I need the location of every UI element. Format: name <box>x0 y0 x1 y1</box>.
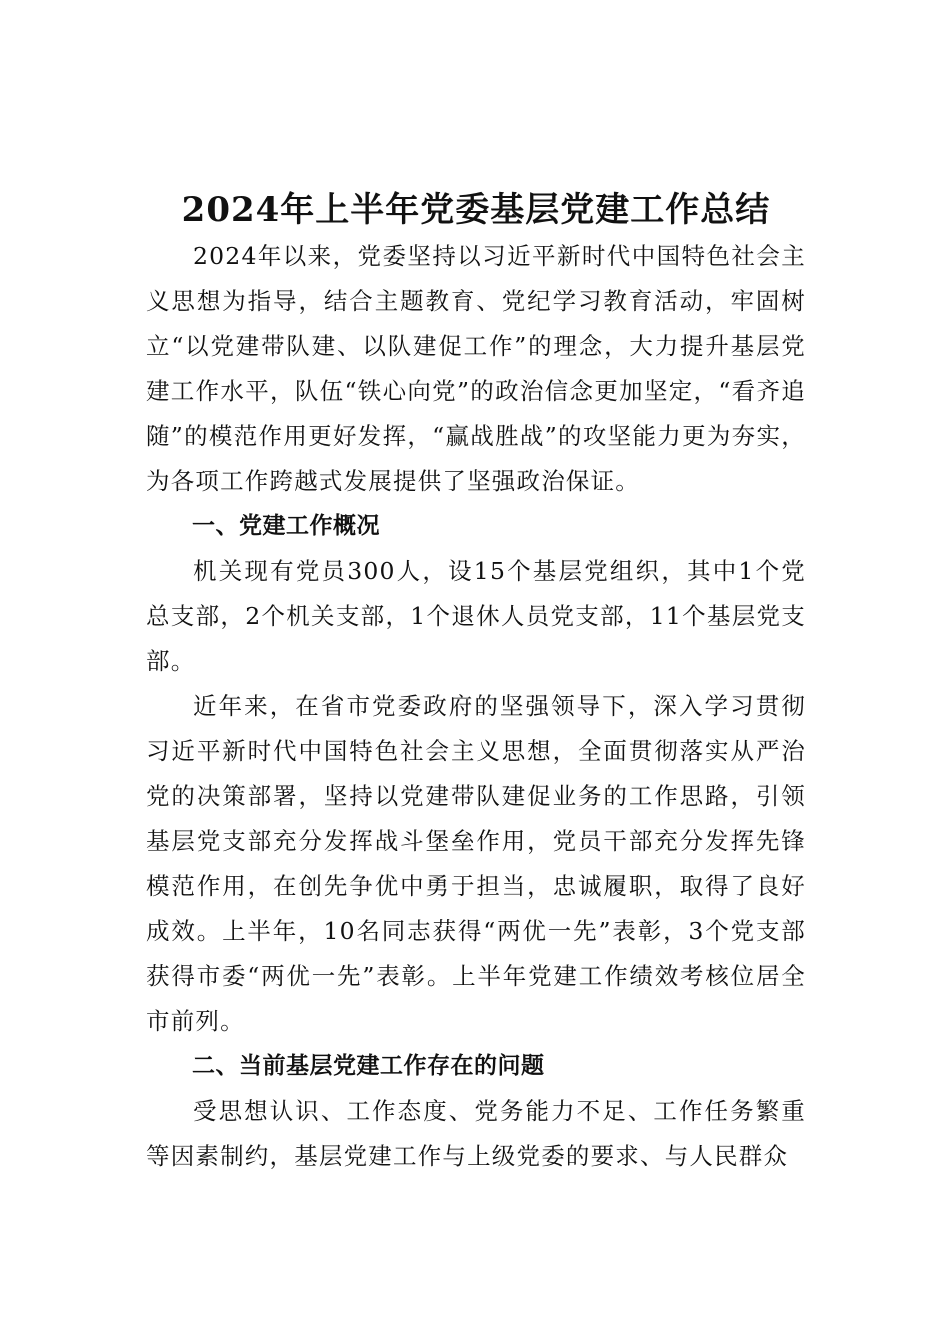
problems-paragraph: 受思想认识、工作态度、党务能力不足、工作任务繁重等因素制约，基层党建工作与上级党委的要求、与人民群众 <box>146 1097 806 1170</box>
document-body <box>146 234 806 1179</box>
overview-paragraph-members: 机关现有党员300人，设15个基层党组织，其中1个党总支部，2个机关支部，1个退休人员党支部，11个基层党支部。 <box>146 557 806 675</box>
document-title: 2024年上半年党委基层党建工作总结 <box>181 189 771 230</box>
section-heading-problems: 二、当前基层党建工作存在的问题 <box>192 1053 545 1079</box>
overview-paragraph-achievements: 近年来，在省市党委政府的坚强领导下，深入学习贯彻习近平新时代中国特色社会主义思想，全面贯彻落实从严治党的决策部署，坚持以党建带队建促业务的工作思路，引领基层党支部充分发挥战斗堡垒作用，党员干部充分发挥先锋模范作用，在创先争优中勇于担当，忠诚履职，取得了良好成效。上半年，10名同志获得“两优一先”表彰，3个党支部获得市委“两优一先”表彰。上半年党建工作绩效考核位居全市前列。 <box>146 692 806 1035</box>
intro-paragraph: 2024年以来，党委坚持以习近平新时代中国特色社会主义思想为指导，结合主题教育、党纪学习教育活动，牢固树立“以党建带队建、以队建促工作”的理念，大力提升基层党建工作水平，队伍“铁心向党”的政治信念更加坚定，“看齐追随”的模范作用更好发挥，“赢战胜战”的攻坚能力更为夯实，为各项工作跨越式发展提供了坚强政治保证。 <box>146 242 806 495</box>
section-heading-overview: 一、党建工作概况 <box>192 513 380 539</box>
